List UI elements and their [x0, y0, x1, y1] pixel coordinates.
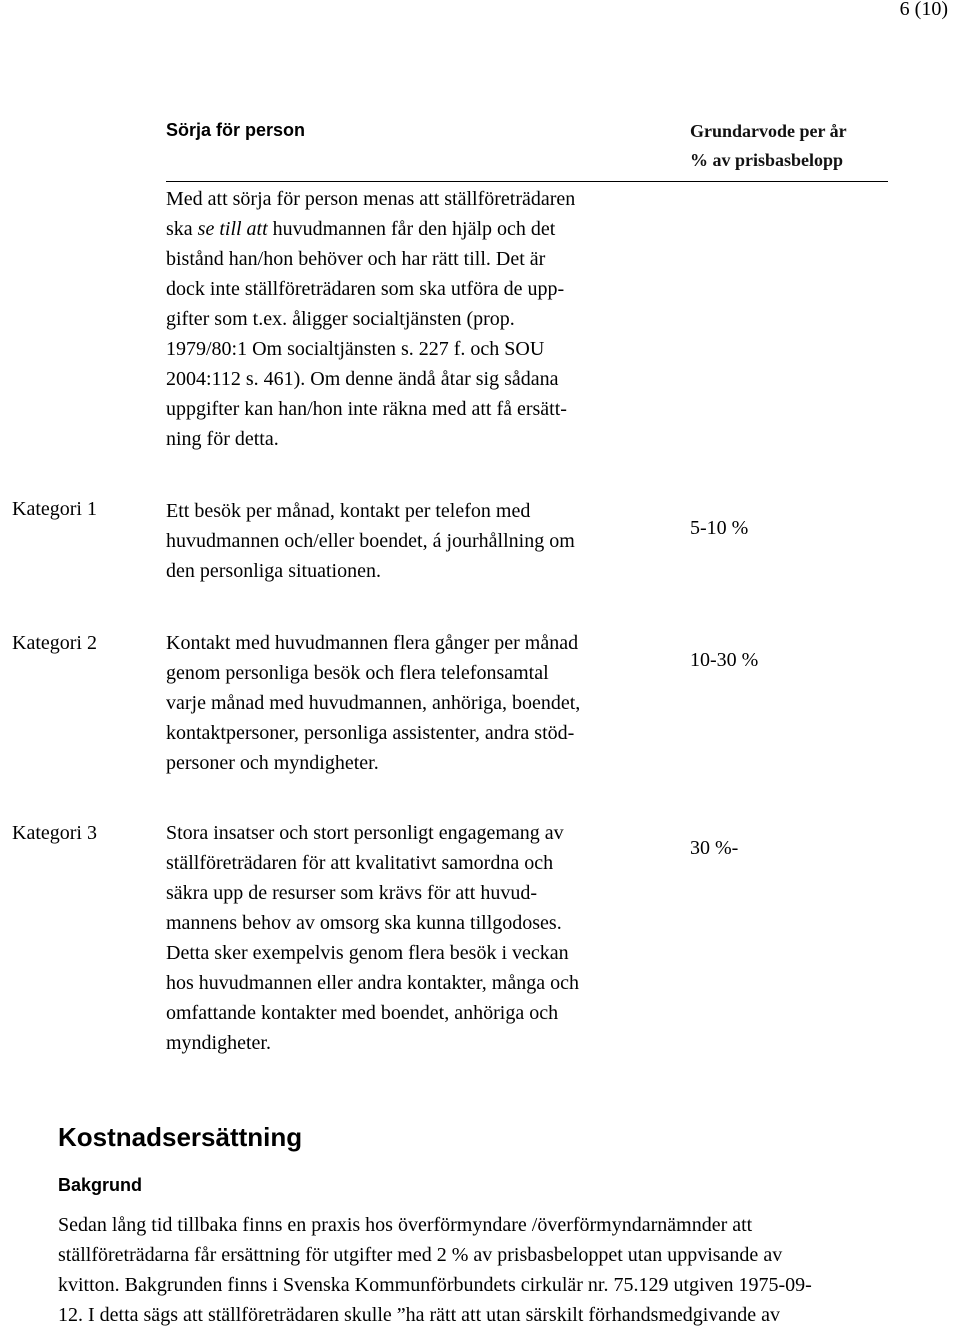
category-3-description [166, 818, 666, 1058]
category-3-label: Kategori 3 [12, 822, 97, 844]
paragraph-line: ställföreträdarna får ersättning för utgifter med 2 % av prisbasbeloppet utan uppvisande av [58, 1244, 783, 1266]
category-1-label: Kategori 1 [12, 498, 97, 520]
category-2-description [166, 628, 666, 778]
intro-line: 1979/80:1 Om socialtjänsten s. 227 f. och SOU [166, 338, 545, 360]
bakgrund-paragraph [58, 1210, 948, 1330]
intro-line: dock inte ställföreträdaren som ska utföra de upp- [166, 278, 565, 300]
intro-line: bistånd han/hon behöver och har rätt till. Det är [166, 248, 546, 270]
page-number: 6 (10) [899, 0, 948, 20]
category-line: hos huvudmannen eller andra kontakter, många och [166, 972, 579, 994]
emphasis: se till att [197, 218, 268, 240]
category-2-fee: 10-30 % [690, 649, 759, 671]
intro-line: ska se till att huvudmannen får den hjälp och det [166, 218, 556, 240]
intro-paragraph [166, 184, 666, 454]
paragraph-line: kvitton. Bakgrunden finns i Svenska Kommunförbundets cirkulär nr. 75.129 utgiven 1975-09- [58, 1274, 812, 1296]
intro-line: Med att sörja för person menas att ställföreträdaren [166, 188, 576, 210]
category-line: Ett besök per månad, kontakt per telefon med [166, 500, 531, 522]
intro-line: 2004:112 s. 461). Om denne ändå åtar sig sådana [166, 368, 559, 390]
intro-line: uppgifter kan han/hon inte räkna med att få ersätt- [166, 398, 567, 420]
intro-line: ning för detta. [166, 428, 279, 450]
category-line: kontaktpersoner, personliga assistenter, andra stöd- [166, 722, 575, 744]
category-line: ställföreträdaren för att kvalitativt samordna och [166, 852, 554, 874]
kostnad-heading: Kostnadsersättning [58, 1122, 303, 1152]
paragraph-line: Sedan lång tid tillbaka finns en praxis hos överförmyndare /överförmyndarnämnder att [58, 1214, 753, 1236]
bakgrund-subheading: Bakgrund [58, 1175, 143, 1195]
paragraph-line: 12. I detta sägs att ställföreträdaren skulle ”ha rätt att utan särskilt förhandsmedgivande av [58, 1304, 780, 1326]
intro-line: gifter som t.ex. åligger socialtjänsten (prop. [166, 308, 515, 330]
category-line: säkra upp de resurser som krävs för att huvud- [166, 882, 538, 904]
category-line: Stora insatser och stort personligt engagemang av [166, 822, 564, 844]
category-line: den personliga situationen. [166, 560, 381, 582]
category-line: personer och myndigheter. [166, 752, 379, 774]
category-line: genom personliga besök och flera telefonsamtal [166, 662, 549, 684]
category-line: Kontakt med huvudmannen flera gånger per månad [166, 632, 579, 654]
category-1-description [166, 496, 666, 586]
category-line: Detta sker exempelvis genom flera besök i veckan [166, 942, 569, 964]
category-line: omfattande kontakter med boendet, anhöriga och [166, 1002, 559, 1024]
category-line: huvudmannen och/eller boendet, á jourhållning om [166, 530, 575, 552]
category-line: myndigheter. [166, 1032, 271, 1054]
section-title: Sörja för person [166, 120, 306, 140]
fee-header-line-2: % av prisbasbelopp [690, 150, 844, 170]
category-3-fee: 30 %- [690, 837, 739, 859]
category-line: mannens behov av omsorg ska kunna tillgodoses. [166, 912, 562, 934]
fee-header-line-1: Grundarvode per år [690, 121, 847, 141]
category-line: varje månad med huvudmannen, anhöriga, boendet, [166, 692, 581, 714]
category-2-label: Kategori 2 [12, 632, 97, 654]
fee-column-header [690, 117, 847, 175]
category-1-fee: 5-10 % [690, 517, 749, 539]
header-divider [166, 181, 888, 182]
